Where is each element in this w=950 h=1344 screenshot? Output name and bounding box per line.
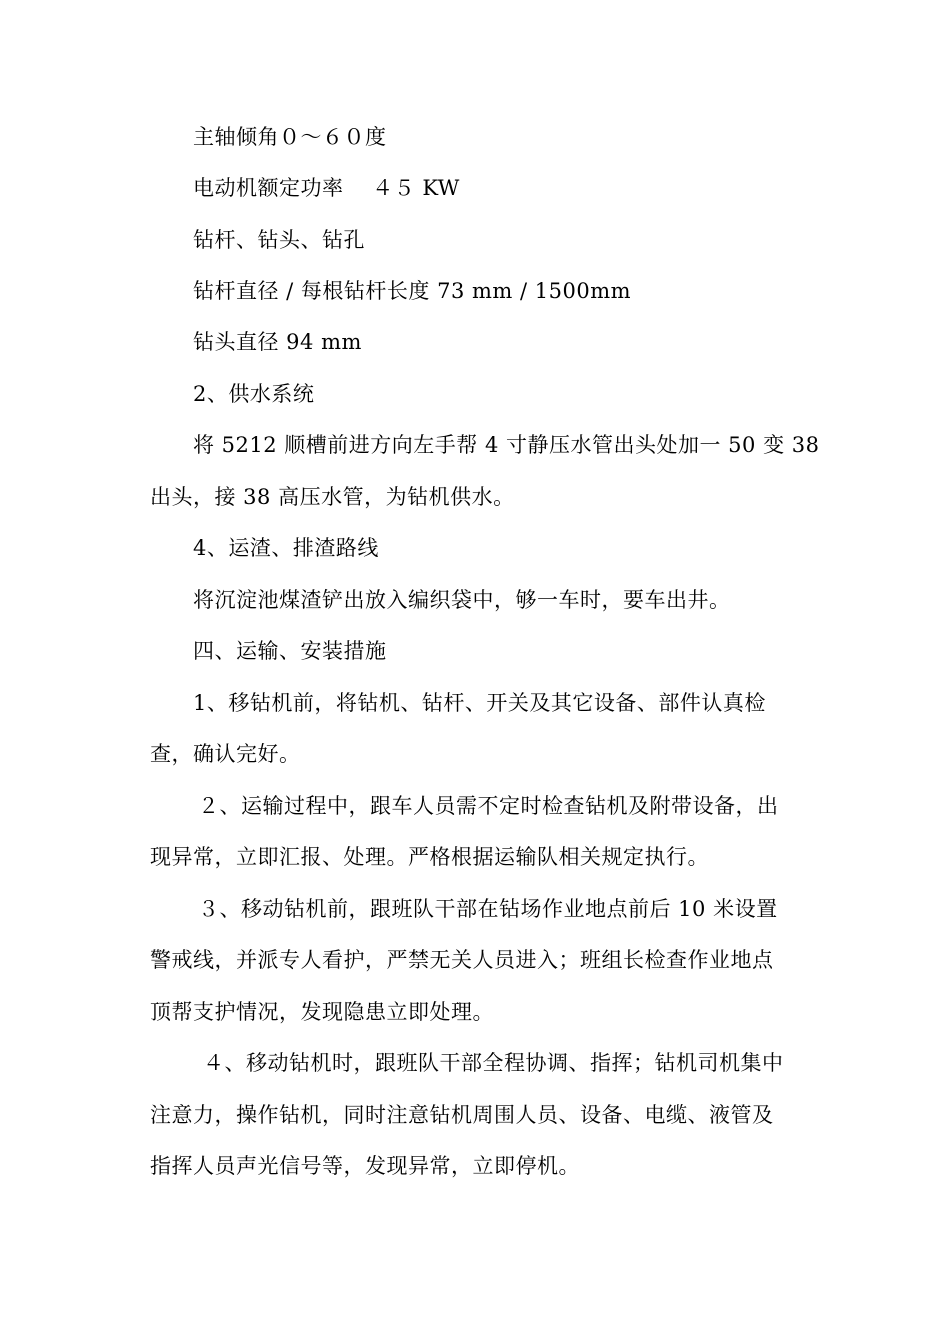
paragraph-line: ４、移动钻机时，跟班队干部全程协调、指挥；钻机司机集中 (203, 1051, 784, 1075)
section-heading-water-supply: 2、供水系统 (193, 382, 315, 406)
paragraph-line: 出头，接 38 高压水管，为钻机供水。 (150, 485, 515, 509)
paragraph-line: 1、移钻机前，将钻机、钻杆、开关及其它设备、部件认真检 (193, 691, 766, 715)
drill-rod-spec-line: 钻杆直径 / 每根钻杆长度 73 mm / 1500mm (193, 279, 632, 303)
paragraph-line: ２、运输过程中，跟车人员需不定时检查钻机及附带设备，出 (198, 794, 779, 818)
section-heading-transport-install: 四、运输、安装措施 (193, 639, 387, 663)
paragraph-line: 将沉淀池煤渣铲出放入编织袋中，够一车时，要车出井。 (193, 588, 731, 612)
motor-power-line: 电动机额定功率 ４５ KW (193, 176, 460, 200)
paragraph-line: 注意力，操作钻机，同时注意钻机周围人员、设备、电缆、液管及 (150, 1103, 774, 1127)
paragraph-line: ３、移动钻机前，跟班队干部在钻场作业地点前后 10 米设置 (198, 897, 778, 921)
spindle-angle-line: 主轴倾角０～６０度 (193, 125, 387, 149)
drill-bit-spec-line: 钻头直径 94 mm (193, 330, 362, 354)
section-heading-slag-route: 4、运渣、排渣路线 (193, 536, 379, 560)
paragraph-line: 现异常，立即汇报、处理。严格根据运输队相关规定执行。 (150, 845, 709, 869)
drill-items-line: 钻杆、钻头、钻孔 (193, 228, 365, 252)
paragraph-line: 查，确认完好。 (150, 742, 301, 766)
paragraph-line: 警戒线，并派专人看护，严禁无关人员进入；班组长检查作业地点 (150, 948, 774, 972)
paragraph-line: 顶帮支护情况，发现隐患立即处理。 (150, 1000, 494, 1024)
paragraph-line: 指挥人员声光信号等，发现异常，立即停机。 (150, 1154, 580, 1178)
paragraph-line: 将 5212 顺槽前进方向左手帮 4 寸静压水管出头处加一 50 变 38 (193, 433, 820, 457)
